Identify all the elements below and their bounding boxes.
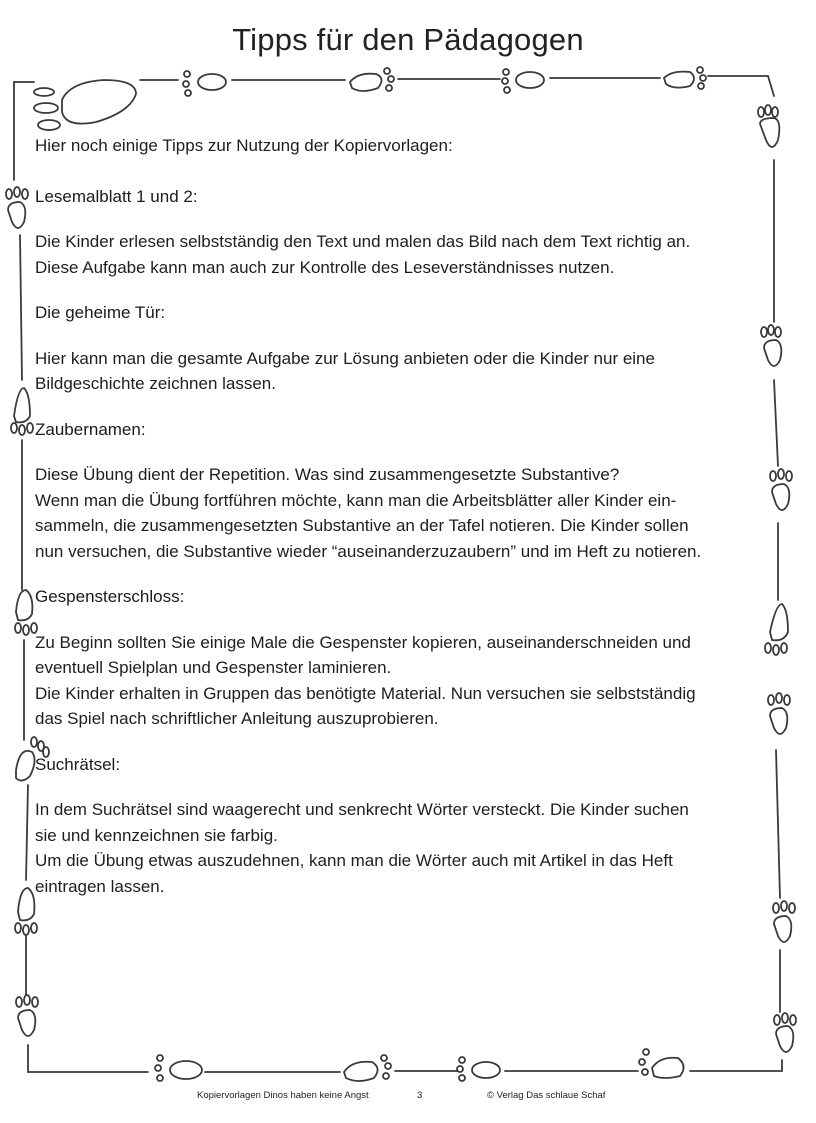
- page-title: Tipps für den Pädagogen: [232, 22, 584, 57]
- dino-footprint-icon: [502, 69, 544, 93]
- dino-footprint-icon: [6, 187, 28, 228]
- text-line: Diese Aufgabe kann man auch zur Kontrolle des Leseverständnisses nutzen.: [35, 257, 615, 277]
- text-line: Hier kann man die gesamte Aufgabe zur Lösung anbieten oder die Kinder nur eine: [35, 348, 655, 368]
- dino-footprint-icon: [155, 1055, 202, 1081]
- text-line: In dem Suchrätsel sind waagerecht und senkrecht Wörter versteckt. Die Kinder suchen: [35, 800, 689, 819]
- page-number: 3: [417, 1090, 423, 1101]
- text-line: nun versuchen, die Substantive wieder “auseinanderzuzaubern” und im Heft zu notieren.: [35, 541, 702, 561]
- section-body: [35, 462, 775, 564]
- text-line: sie und kennzeichnen sie farbig.: [35, 825, 278, 845]
- dino-footprint-icon: [16, 995, 38, 1036]
- content-area: [35, 133, 775, 919]
- text-line: das Spiel nach schriftlicher Anleitung auszuprobieren.: [35, 709, 439, 728]
- text-line: Wenn man die Übung fortführen möchte, kann man die Arbeitsblätter aller Kinder ein-: [35, 490, 677, 510]
- dino-footprint-icon: [457, 1057, 500, 1081]
- dino-footprint-icon: [344, 1055, 391, 1081]
- dino-footprint-icon: [11, 388, 33, 435]
- section-zaubernamen: [35, 417, 775, 565]
- text-line: Zu Beginn sollten Sie einige Male die Gespenster kopieren, auseinanderschneiden und: [35, 632, 691, 652]
- dino-footprint-icon: [15, 888, 37, 935]
- footer-copyright: © Verlag Das schlaue Schaf: [487, 1090, 606, 1101]
- section-heading: Lesemalblatt 1 und 2:: [35, 186, 198, 206]
- section-heading: Zaubernamen:: [35, 419, 146, 439]
- dino-footprint-icon: [34, 80, 136, 130]
- intro-text: Hier noch einige Tipps zur Nutzung der Kopiervorlagen:: [35, 136, 453, 155]
- dino-footprint-icon: [664, 67, 706, 89]
- text-line: Bildgeschichte zeichnen lassen.: [35, 374, 276, 393]
- dino-footprint-icon: [639, 1049, 684, 1078]
- section-body: [35, 346, 775, 397]
- text-line: Um die Übung etwas auszudehnen, kann man die Wörter auch mit Artikel in das Heft: [35, 851, 673, 870]
- text-line: eintragen lassen.: [35, 876, 165, 896]
- dino-footprint-icon: [773, 901, 795, 942]
- text-line: Die Kinder erhalten in Gruppen das benötigte Material. Nun versuchen sie selbstständig: [35, 683, 696, 703]
- dino-footprint-icon: [774, 1013, 796, 1052]
- section-lesemalblatt: [35, 184, 775, 281]
- text-line: Die Kinder erlesen selbstständig den Text und malen das Bild nach dem Text richtig an.: [35, 232, 691, 251]
- text-line: sammeln, die zusammengesetzten Substantive an der Tafel notieren. Die Kinder sollen: [35, 516, 689, 535]
- section-body: [35, 797, 775, 899]
- section-geheime-tuer: [35, 300, 775, 397]
- text-line: eventuell Spielplan und Gespenster laminieren.: [35, 658, 392, 677]
- dino-footprint-icon: [350, 68, 394, 91]
- section-body: [35, 630, 775, 732]
- section-heading: Suchrätsel:: [35, 754, 121, 774]
- dino-footprint-icon: [183, 71, 226, 96]
- dino-footprint-icon: [15, 590, 37, 635]
- section-heading: Die geheime Tür:: [35, 303, 166, 322]
- footer-title: Kopiervorlagen Dinos haben keine Angst: [197, 1090, 369, 1101]
- section-heading: Gespensterschloss:: [35, 587, 185, 606]
- section-gespensterschloss: [35, 584, 775, 732]
- section-body: [35, 229, 775, 280]
- text-line: Diese Übung dient der Repetition. Was sind zusammengesetzte Substantive?: [35, 465, 620, 484]
- section-suchraetsel: [35, 752, 775, 900]
